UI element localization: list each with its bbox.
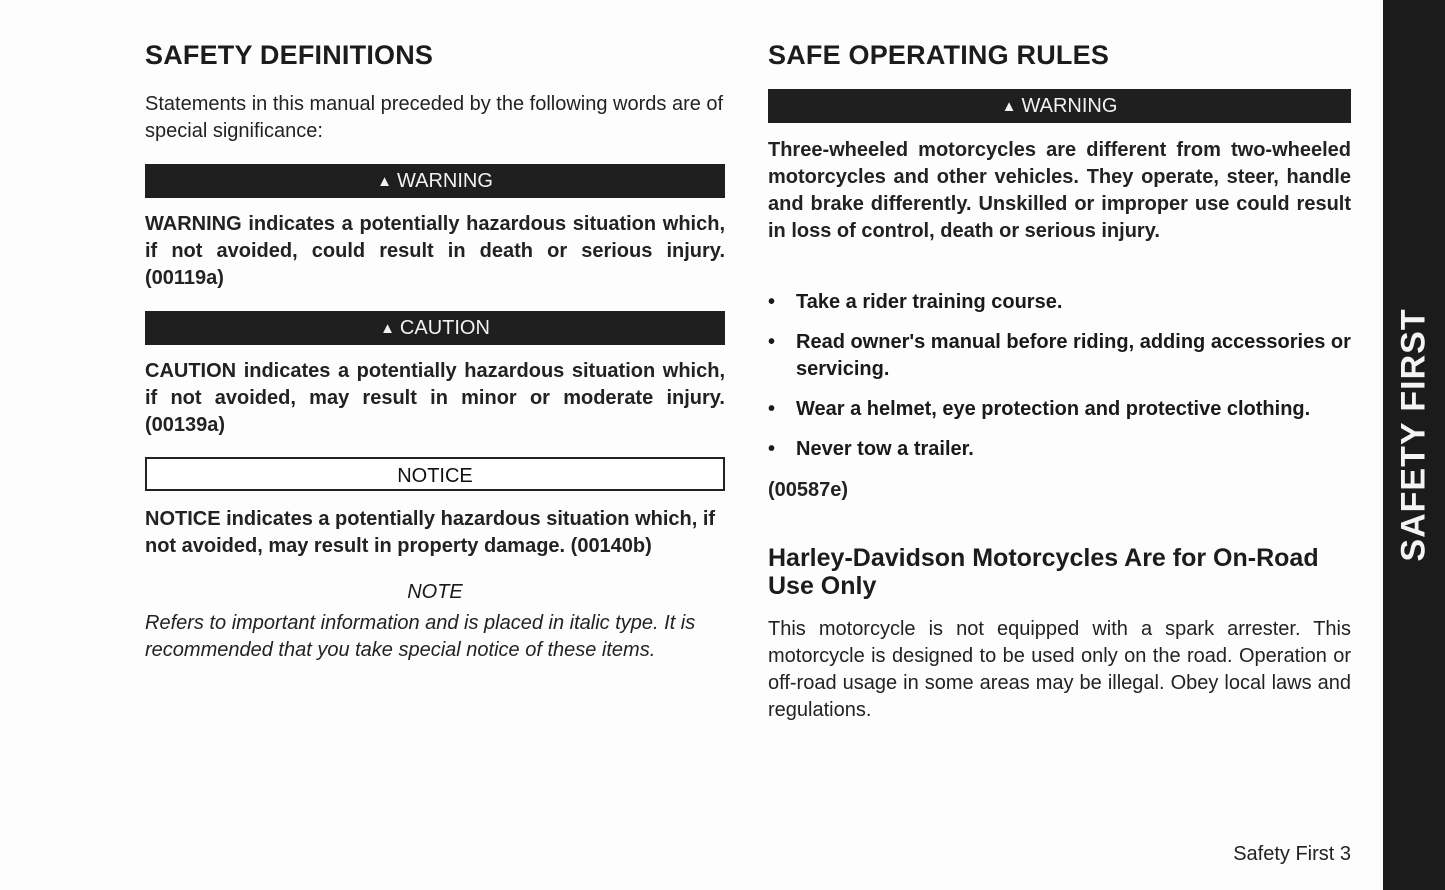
bullet-icon: •	[768, 331, 776, 353]
list-item: • Take a rider training course.	[768, 289, 1351, 316]
note-definition: Refers to important information and is placed in italic type. It is recommended that you take special notice of these items.	[145, 612, 696, 661]
caution-banner-label: CAUTION	[399, 317, 490, 339]
caution-definition	[145, 358, 725, 439]
caution-definition-text: indicates a potentially hazardous situation which, if not avoided, may result in minor or moderate injury. (00139a)	[145, 360, 725, 436]
warning-definition	[145, 211, 725, 292]
warning-banner	[145, 164, 725, 198]
list-item: • Wear a helmet, eye protection and protective clothing.	[768, 396, 1351, 423]
list-item: • Never tow a trailer.	[768, 436, 1351, 463]
notice-definition: NOTICE indicates a potentially hazardous situation which, if not avoided, may result in property damage. (00140b)	[145, 508, 716, 557]
on-road-paragraph: This motorcycle is not equipped with a spark arrester. This motorcycle is designed to be used only on the road. Operation or off-road usage in some areas may be illegal. Obey local laws and regulations.	[768, 618, 1351, 721]
rules-warning-banner	[768, 89, 1351, 123]
warning-triangle-icon: ▲	[380, 320, 395, 337]
caution-banner	[145, 311, 725, 345]
on-road-subheading: Harley-Davidson Motorcycles Are for On-Road Use Only	[768, 544, 1319, 600]
warning-definition-lead: WARNING	[145, 213, 242, 235]
page-footer: Safety First 3	[1233, 843, 1351, 865]
list-item: • Read owner's manual before riding, adding accessories or servicing.	[768, 331, 1351, 380]
bullet-icon: •	[768, 291, 776, 313]
bullet-icon: •	[768, 438, 776, 460]
warning-definition-text: indicates a potentially hazardous situation which, if not avoided, could result in death or serious injury. (00119a)	[145, 213, 725, 289]
section-title-safe-operating-rules: SAFE OPERATING RULES	[768, 40, 1110, 70]
rules-warning-text: Three-wheeled motorcycles are different from two-wheeled motorcycles and other vehicles. They operate, steer, handle and brake differently. Unskilled or improper use could result in loss of control, death or serious injury.	[768, 139, 1351, 242]
caution-definition-lead: CAUTION	[145, 360, 237, 382]
warning-triangle-icon: ▲	[1001, 98, 1017, 115]
bullet-icon: •	[768, 398, 776, 420]
rules-reference-code: (00587e)	[768, 479, 849, 501]
section-title-safety-definitions: SAFETY DEFINITIONS	[145, 40, 434, 70]
warning-banner-label: WARNING	[396, 170, 493, 192]
rules-bullet-list	[768, 289, 1351, 463]
rules-warning-banner-label: WARNING	[1021, 95, 1118, 117]
sidebar-label: SAFETY FIRST	[1394, 308, 1433, 562]
note-label: NOTE	[407, 581, 463, 603]
notice-banner: NOTICE	[145, 457, 725, 491]
warning-triangle-icon: ▲	[377, 173, 392, 190]
section-sidebar-tab	[1383, 0, 1445, 890]
intro-paragraph: Statements in this manual preceded by the following words are of special significance:	[145, 93, 724, 142]
